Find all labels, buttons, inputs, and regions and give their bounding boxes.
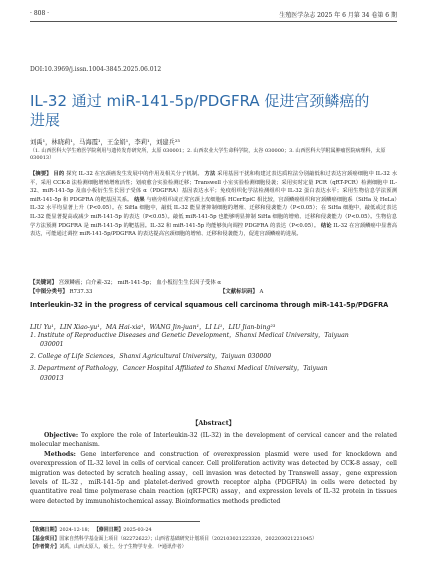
doc-label: 【文献标识码】 [220,289,258,295]
abstract-label: 【摘要】 [30,171,52,177]
keywords-chinese [30,278,221,286]
revised-label: 【修回日期】 [94,527,124,533]
conclusion-label: 结论 [320,222,332,229]
received-label: 【收稿日期】 [30,527,60,533]
footnote-rule [30,521,200,522]
results-label: 结果 [134,196,145,203]
author-bio-label: 【作者简介】 [30,544,60,551]
classification-line [30,287,397,295]
affiliation-3-line: 3. Department of Pathology，Cancer Hospital Affiliated to Shanxi Medical University，Taiyuan [30,365,328,373]
page-number: · 808 · [30,10,50,17]
affiliations-chinese: （1. 山西医科大学生殖医学院利用与遗传发育研究所，太原 030001；2. 山西农业大学生命科学院，太谷 030000；3. 山西医科大学附属肿瘤医院病理科，太原 030013） [30,148,386,161]
affiliation-2 [30,352,400,361]
doi[interactable]: DOI:10.3969/j.issn.1004-3845.2025.06.012 [30,66,162,73]
footnotes [30,526,400,552]
revised-date: 2025-03-24 [123,527,152,533]
fund-label: 【基金项目】 [30,535,60,542]
abstract-english [30,431,397,506]
running-header [30,8,397,20]
objective-label-en: Objective: [44,432,79,439]
methods-label-en: Methods: [44,450,76,458]
affiliation-1 [30,331,400,350]
title-chinese [30,92,369,130]
doc-value: A [259,289,264,295]
author-bio-text: 刘禹，山西太原人，硕士，分子生物学专业．（*通讯作者） [59,544,187,551]
keywords-text: 宫颈鳞癌；白介素-32； miR-141-5p； 血小板衍生生长因子受体 α [58,280,222,286]
results-text: 与癌旁组织或正常宫颈上皮细胞系 HCerEpiC 相比较，宫颈鳞癌组织和宫颈鳞癌细胞系（SiHa 及 HeLa）IL-32 水平均显著上升（P<0.05）。在 SiHa 细胞中，敲低 IL-32 能显著抑制细胞的增殖、迁移和侵袭能力（P<0.05）；在 SiHa 细胞中，敲低或过表达 IL-32 能显著提高或减少 miR-141-5p 的表达（P<0.05）。敲低 miR-141-5p 也能够明显抑制 SiHa 细胞的增殖、迁移和侵袭能力（P<0.05）。生物信息学方法预测 PDGFRA 是 miR-141-5p 的靶基因。IL-32 和 miR-141-5p 均能够负向调控 PDGFRA 的表达（P<0.05）。 [30,196,397,229]
clc-label: 【中图分类号】 [30,289,68,295]
journal-issue: 生殖医学杂志 2025 年 6 月第 34 卷第 6 期 [279,12,397,19]
objective-text: 探究 IL-32 在宫颈癌发生发展中的作用及相关分子机制。 [66,171,203,177]
affiliation-1-code: 030001 [40,341,64,349]
affiliation-1-line: 1. Institute of Reproductive Diseases and Genetic Development，Shanxi Medical University，Taiyuan [30,332,349,339]
abstract-heading-english: 【Abstract】 [191,419,236,427]
footnote-author [30,543,400,552]
document-code [220,287,263,295]
methods-label: 方法 [204,171,216,177]
received-date: 2024-12-18； [59,527,93,533]
abstract-objective [30,431,397,450]
objective-text-en: To explore the role of Interleukin-32 (IL-32) in the development of cervical cancer and the related molecular mechanism. [30,432,397,449]
footnote-dates [30,526,400,535]
title-chinese-line1: IL-32 通过 miR-141-5p/PDGFRA 促进宫颈鳞癌的 [30,92,370,110]
affiliations-english [30,331,400,386]
abstract-chinese [30,170,397,239]
abstract-methods [30,450,397,506]
affiliation-3-code: 030013 [40,374,64,382]
keywords-label: 【关键词】 [30,280,57,286]
methods-text: 采用基因干扰和构建过表达质粒法分别敲低和过表达宫颈癌细胞中 IL-32 水平，采用 CCK-8 法检测细胞增殖增殖活性；划痕愈合实验检测迁移；Transwell 小室实验检测细胞侵袭；采用实时定量 PCR（qRT-PCR）检测细胞中 IL-32、miR-141-5p 及血小板衍生生长因子受体 α（PDGFRA）基因表达水平；免疫组织化学法检测组织中 IL-32 蛋白表达水平；采用生物信息学法预测 miR-141-5p 和 PDGFRA 的靶基因关系。 [30,171,397,203]
fund-text: 国家自然科学基金面上项目（82272622）；山西省基础研究计划项目（202103021223320，202203021221045） [59,535,317,542]
clc-code: R737.33 [69,289,93,295]
footnote-fund [30,535,400,544]
affiliation-3 [30,364,400,383]
methods-text-en: Gene interference and construction of overexpression plasmid were used for knockdown and overexpression of IL-32 level in cells of cervical cancer. Cell proliferation activity was detected by CCK-8 assay，cell migration was detected by scratch healing assay，cell invasion was detected by Transwell assay，gene expression levels of IL-32，miR-141-5p and platelet-derived growth receptor alpha (PDGFRA) in cells were detected by quantitative real time polymerase chain reaction (qRT-PCR) assay，and expression levels of IL-32 protein in tissues were detected by immunohistochemical assay. Bioinformatics methods predicted [30,450,397,505]
affiliation-2-line: 2. College of Life Sciences，Shanxi Agricultural University，Taiyuan 030000 [30,353,272,361]
title-english: Interleukin-32 in the progress of cervical squamous cell carcinoma through miR-141-5p/PDGFRA [30,301,389,309]
objective-label: 目的 [53,171,65,177]
authors-chinese: 刘禹¹，林晓莉¹，马海霞¹，王金娟¹，李莉¹，刘建兵²³ [30,139,180,146]
title-chinese-line2: 进展 [30,111,61,129]
authors-english: LIU Yu¹，LIN Xiao-yu¹，MA Hai-xia¹，WANG Jin-juan¹，LI Li¹，LIU Jian-bing²³ [30,324,276,331]
header-rule [30,21,397,22]
conclusion-text: IL-32 在宫颈鳞癌中显著高表达，可能通过调控 miR-141-5p/PDGFRA 的表达提高宫颈细胞的增殖、迁移和侵袭能力，促进宫颈鳞癌的进展。 [30,222,397,238]
